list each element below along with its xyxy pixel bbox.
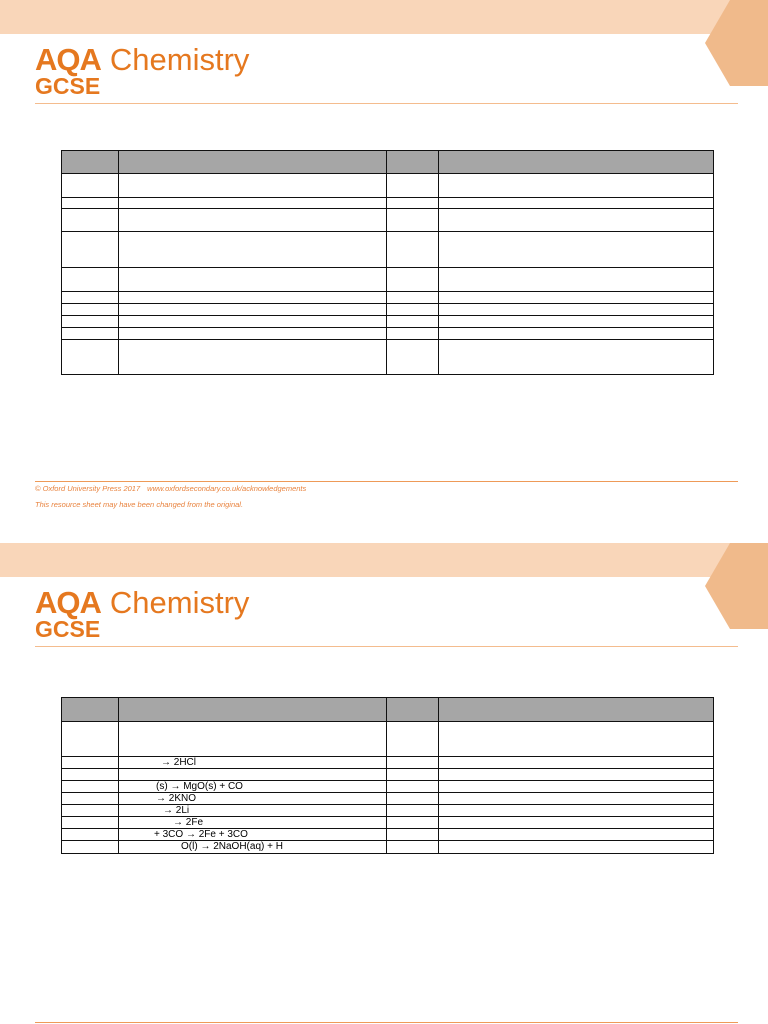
table-cell: [119, 328, 387, 340]
header-banner: [0, 543, 768, 577]
table-cell: [439, 328, 714, 340]
table-row: [62, 268, 714, 292]
footer-copyright: © Oxford University Press 2017: [35, 484, 141, 493]
table-cell: [62, 841, 119, 854]
table-cell: [119, 198, 387, 209]
table-cell: [439, 304, 714, 316]
table-cell: [62, 829, 119, 841]
table-cell: [387, 174, 439, 198]
table-cell: [119, 232, 387, 268]
table-row: [62, 209, 714, 232]
table-row: [62, 316, 714, 328]
table-row: [62, 328, 714, 340]
logo-level: GCSE: [35, 73, 101, 99]
table-header-cell: [62, 151, 119, 174]
hexagon-decoration: [700, 0, 768, 87]
table-header-cell: [387, 151, 439, 174]
table-cell: [439, 781, 714, 793]
equation-cell: [119, 793, 387, 805]
table-header-cell: [387, 698, 439, 722]
table-cell: [439, 209, 714, 232]
table-cell: [62, 316, 119, 328]
equation-cell: [119, 841, 387, 854]
table-row: [62, 292, 714, 304]
table-cell: [439, 817, 714, 829]
equation-cell: [119, 757, 387, 769]
table-row: [62, 232, 714, 268]
table-cell: [62, 722, 119, 757]
table-cell: [387, 316, 439, 328]
table-cell: [62, 769, 119, 781]
hexagon-decoration: [700, 543, 768, 630]
table-cell: [439, 757, 714, 769]
table-row: [62, 722, 714, 757]
footer-copyright-line: [35, 484, 306, 494]
table-cell: [62, 781, 119, 793]
table-cell: [439, 174, 714, 198]
table-cell: [119, 722, 387, 757]
table-cell: [62, 340, 119, 375]
table-cell: [62, 793, 119, 805]
table-row: [62, 340, 714, 375]
equation-text: → 2Li: [163, 804, 190, 816]
header-rule: [35, 646, 738, 647]
table-cell: [387, 328, 439, 340]
table-header-cell: [439, 698, 714, 722]
footer-rule: [35, 481, 738, 482]
table-cell: [387, 769, 439, 781]
table-row: [62, 304, 714, 316]
equation-text: → 2HCl: [161, 756, 197, 768]
table-header-row: [62, 698, 714, 722]
header-banner: [0, 0, 768, 34]
table-cell: [439, 292, 714, 304]
table-cell: [439, 232, 714, 268]
acknowledgements-link[interactable]: www.oxfordsecondary.co.uk/acknowledgements: [147, 484, 307, 493]
table-cell: [387, 757, 439, 769]
table-cell: [62, 757, 119, 769]
table-cell: [439, 722, 714, 757]
table-cell: [387, 268, 439, 292]
table-cell: [119, 209, 387, 232]
table-cell: [439, 198, 714, 209]
logo-subject: Chemistry: [109, 42, 250, 77]
table-cell: [387, 841, 439, 854]
table-header-cell: [62, 698, 119, 722]
table-row: [62, 829, 714, 841]
table-cell: [62, 817, 119, 829]
table-cell: [119, 174, 387, 198]
table-header-cell: [439, 151, 714, 174]
table-cell: [387, 340, 439, 375]
table-cell: [439, 829, 714, 841]
equation-cell: [119, 829, 387, 841]
table-header-cell: [119, 151, 387, 174]
table-cell: [119, 292, 387, 304]
table-row: [62, 817, 714, 829]
table-cell: [119, 268, 387, 292]
table-cell: [62, 174, 119, 198]
table-row: [62, 769, 714, 781]
table-cell: [439, 769, 714, 781]
table-cell: [387, 805, 439, 817]
table-cell: [62, 328, 119, 340]
hexagon-shape: [705, 543, 768, 629]
table-cell: [119, 340, 387, 375]
table-cell: [62, 304, 119, 316]
worksheet-page-2: [0, 543, 768, 1024]
table-cell: [387, 829, 439, 841]
equation-text: + 3CO → 2Fe + 3CO: [154, 828, 248, 840]
table-cell: [62, 209, 119, 232]
logo-level: GCSE: [35, 616, 101, 642]
table-cell: [387, 817, 439, 829]
table-cell: [439, 793, 714, 805]
footer-notice: This resource sheet may have been changed from the original.: [35, 500, 244, 509]
table-cell: [439, 316, 714, 328]
table-cell: [119, 769, 387, 781]
logo-subject: Chemistry: [109, 585, 250, 620]
table-cell: [387, 232, 439, 268]
equation-text: → 2KNO: [156, 792, 197, 804]
table-row: [62, 781, 714, 793]
table-cell: [62, 198, 119, 209]
equation-cell: [119, 805, 387, 817]
table-cell: [387, 209, 439, 232]
table-cell: [387, 198, 439, 209]
table-row: [62, 198, 714, 209]
hexagon-shape: [705, 0, 768, 86]
equations-table: [61, 697, 714, 854]
table-cell: [439, 268, 714, 292]
table-cell: [119, 304, 387, 316]
table-row: [62, 805, 714, 817]
table-row: [62, 793, 714, 805]
table-cell: [387, 292, 439, 304]
table-cell: [439, 841, 714, 854]
table-header-row: [62, 151, 714, 174]
aqa-chemistry-logo: [35, 44, 249, 75]
table-cell: [439, 340, 714, 375]
equation-cell: [119, 817, 387, 829]
table-cell: [62, 292, 119, 304]
table-cell: [119, 316, 387, 328]
equation-text: O(l) → 2NaOH(aq) + H: [181, 841, 283, 852]
table-cell: [62, 268, 119, 292]
table-cell: [387, 304, 439, 316]
equation-cell: [119, 781, 387, 793]
equation-text: → 2Fe: [173, 816, 204, 828]
table-cell: [387, 793, 439, 805]
logo-brand: AQA: [35, 42, 101, 77]
logo-brand: AQA: [35, 585, 101, 620]
footer-rule: [35, 1022, 738, 1023]
table-header-cell: [119, 698, 387, 722]
table-cell: [62, 232, 119, 268]
table-cell: [387, 722, 439, 757]
aqa-chemistry-logo: [35, 587, 249, 618]
table-row: [62, 841, 714, 854]
equation-text: (s) → MgO(s) + CO: [156, 780, 243, 792]
table-row: [62, 174, 714, 198]
table-cell: [62, 805, 119, 817]
worksheet-table: [61, 150, 714, 375]
table-cell: [439, 805, 714, 817]
header-rule: [35, 103, 738, 104]
table-row: [62, 757, 714, 769]
table-cell: [387, 781, 439, 793]
